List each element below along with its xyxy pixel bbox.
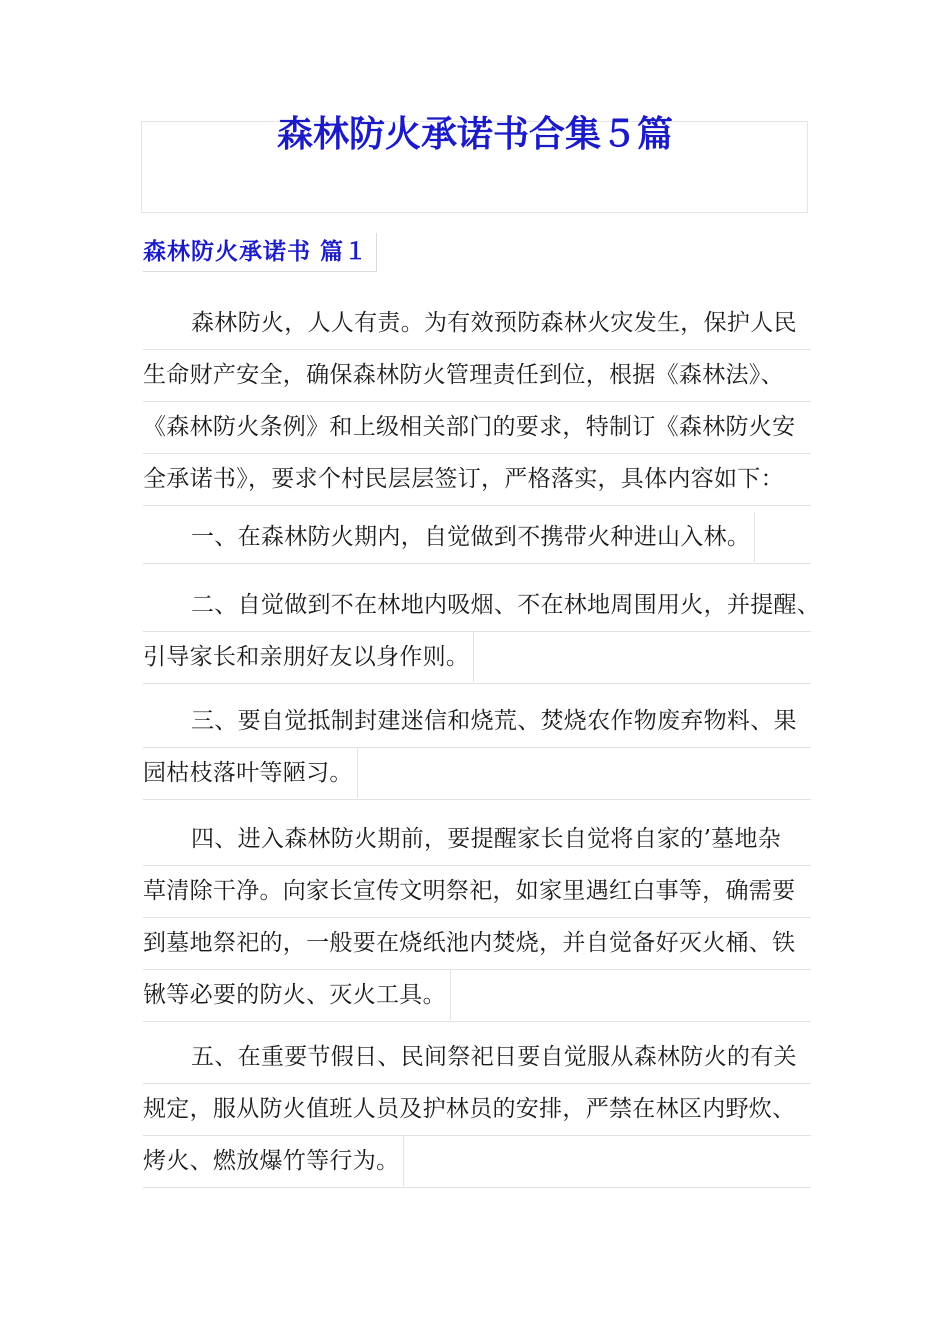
paragraph-line-text: 锹等必要的防火、灭火工具。 (143, 970, 451, 1020)
paragraph-line: 草清除干净。向家长宣传文明祭祀，如家里遇红白事等，确需要 (143, 866, 811, 918)
paragraph-line (143, 970, 811, 1022)
paragraph-1 (143, 298, 811, 506)
paragraph-line: 全承诺书》，要求个村民层层签订，严格落实，具体内容如下： (143, 454, 811, 506)
paragraph-line: 生命财产安全，确保森林防火管理责任到位，根据《森林法》、 (143, 350, 811, 402)
paragraph-line: 二、自觉做到不在林地内吸烟、不在林地周围用火，并提醒、 (143, 580, 811, 632)
paragraph-line (143, 512, 811, 564)
paragraph-line: 四、进入森林防火期前，要提醒家长自觉将自家的’墓地杂 (143, 814, 811, 866)
paragraph-line (143, 1136, 811, 1188)
paragraph-line (143, 632, 811, 684)
paragraph-line-text: 园枯枝落叶等陋习。 (143, 748, 358, 798)
paragraph-5 (143, 814, 811, 1022)
paragraph-6 (143, 1032, 811, 1188)
paragraph-line: 森林防火，人人有责。为有效预防森林火灾发生，保护人民 (143, 298, 811, 350)
paragraph-2 (143, 512, 811, 564)
paragraph-line-text: 烤火、燃放爆竹等行为。 (143, 1136, 404, 1186)
paragraph-line: 规定，服从防火值班人员及护林员的安排，严禁在林区内野炊、 (143, 1084, 811, 1136)
paragraph-line: 三、要自觉抵制封建迷信和烧荒、焚烧农作物废弃物料、果 (143, 696, 811, 748)
document-title: 森林防火承诺书合集５篇 (276, 113, 673, 155)
paragraph-line: 五、在重要节假日、民间祭祀日要自觉服从森林防火的有关 (143, 1032, 811, 1084)
paragraph-line (143, 748, 811, 800)
paragraph-line: 到墓地祭祀的，一般要在烧纸池内焚烧，并自觉备好灭火桶、铁 (143, 918, 811, 970)
paragraph-line-text: 引导家长和亲朋好友以身作则。 (143, 632, 474, 682)
section-heading: 森林防火承诺书 篇１ (143, 233, 377, 272)
paragraph-line: 《森林防火条例》和上级相关部门的要求，特制订《森林防火安 (143, 402, 811, 454)
paragraph-3 (143, 580, 821, 684)
paragraph-4 (143, 696, 811, 800)
paragraph-line-text: 一、在森林防火期内，自觉做到不携带火种进山入林。 (191, 512, 755, 562)
